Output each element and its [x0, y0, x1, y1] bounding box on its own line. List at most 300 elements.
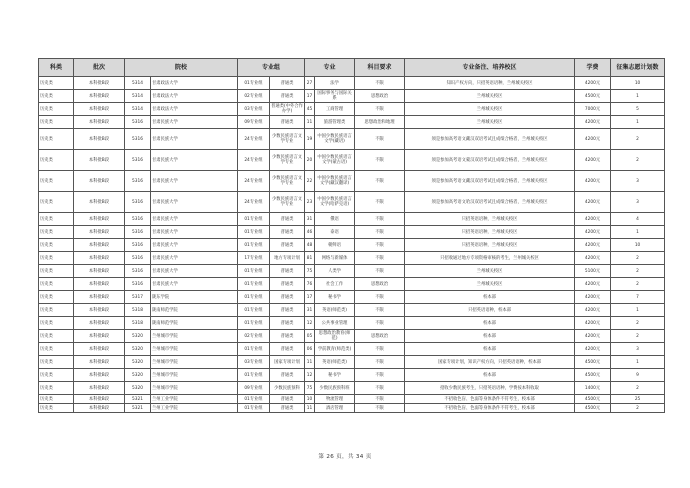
cell-major-name: 酒店管理: [315, 404, 355, 413]
cell-group-code: 01专业组: [238, 213, 270, 226]
table-row: [39, 252, 665, 265]
cell-notes: 国家专项计划，知识产权方向，只招英语语种，校本部: [405, 356, 575, 369]
cell-school-code: 5316: [125, 252, 151, 265]
cell-major-name: 少数民族预科班: [315, 382, 355, 395]
cell-group-code: 01专业组: [238, 304, 270, 317]
cell-subject-requirement: 不限: [355, 304, 405, 317]
cell-group-type: 国家专项计划: [270, 356, 305, 369]
cell-tuition: 4200元: [575, 291, 611, 304]
cell-major-code: 46: [305, 226, 315, 239]
table-row: [39, 278, 665, 291]
cell-major-code: 23: [305, 192, 315, 213]
cell-batch: 本科批B段: [74, 226, 125, 239]
cell-tuition: 5100元: [575, 265, 611, 278]
cell-major-name: 旅游管理类: [315, 116, 355, 129]
cell-plan-count: 25: [611, 395, 665, 404]
cell-major-code: 45: [305, 103, 315, 116]
header-notes-campus: 专业备注、培养校区: [405, 59, 575, 77]
cell-plan-count: 4: [611, 213, 665, 226]
cell-group-type: 少数民族语言文学专业: [270, 171, 305, 192]
cell-tuition: 7000元: [575, 103, 611, 116]
cell-subject-requirement: 不限: [355, 171, 405, 192]
cell-batch: 本科批B段: [74, 404, 125, 413]
cell-group-code: 01专业组: [238, 317, 270, 330]
cell-group-type: 普通类: [270, 90, 305, 103]
cell-school-code: 5316: [125, 239, 151, 252]
cell-batch: 本科批B段: [74, 90, 125, 103]
cell-plan-count: 5: [611, 103, 665, 116]
cell-major-name: 中国少数民族语言文学(藏汉翻译): [315, 171, 355, 192]
cell-plan-count: 2: [611, 265, 665, 278]
cell-group-code: 02专业组: [238, 90, 270, 103]
cell-notes: 只招英语语种，兰州城关校区: [405, 213, 575, 226]
cell-school-name: 兰州城市学院: [151, 356, 238, 369]
cell-batch: 本科批B段: [74, 330, 125, 343]
header-subject-requirement: 科目要求: [355, 59, 405, 77]
cell-batch: 本科批B段: [74, 192, 125, 213]
cell-subject-requirement: 思想政治: [355, 90, 405, 103]
cell-plan-count: 3: [611, 343, 665, 356]
cell-tuition: 4200元: [575, 171, 611, 192]
cell-tuition: 4200元: [575, 129, 611, 150]
cell-school-code: 5320: [125, 369, 151, 382]
cell-notes: 兰州城关校区: [405, 103, 575, 116]
table-row: [39, 356, 665, 369]
table-row: [39, 291, 665, 304]
cell-school-name: 甘肃民族大学: [151, 171, 238, 192]
cell-notes: 兰州城关校区: [405, 265, 575, 278]
cell-tuition: 4200元: [575, 343, 611, 356]
table-row: [39, 213, 665, 226]
cell-plan-count: 2: [611, 404, 665, 413]
cell-group-type: 普通类: [270, 330, 305, 343]
cell-school-code: 5320: [125, 330, 151, 343]
cell-batch: 本科批B段: [74, 252, 125, 265]
cell-school-name: 甘肃政法大学: [151, 77, 238, 90]
cell-group-type: 普通类: [270, 239, 305, 252]
cell-subject-requirement: 不限: [355, 150, 405, 171]
cell-group-type: 少数民族语言文学专业: [270, 150, 305, 171]
cell-category: 历史类: [39, 369, 74, 382]
cell-major-name: 英语(师范类): [315, 356, 355, 369]
cell-category: 历史类: [39, 382, 74, 395]
cell-tuition: 4500元: [575, 90, 611, 103]
cell-school-name: 甘肃民族大学: [151, 192, 238, 213]
cell-major-code: 10: [305, 395, 315, 404]
cell-school-name: 甘肃民族大学: [151, 116, 238, 129]
cell-major-name: 物流管理: [315, 395, 355, 404]
cell-category: 历史类: [39, 77, 74, 90]
cell-category: 历史类: [39, 213, 74, 226]
cell-school-code: 5321: [125, 404, 151, 413]
cell-notes: 招收少数民族考生，只招英语语种，学费按本科收取: [405, 382, 575, 395]
cell-school-code: 5316: [125, 213, 151, 226]
cell-group-code: 03专业组: [238, 356, 270, 369]
cell-subject-requirement: 不限: [355, 103, 405, 116]
cell-notes: 知识产权方向，只招英语语种，兰州城关校区: [405, 77, 575, 90]
admission-table: [38, 58, 665, 413]
cell-group-type: 普通类: [270, 226, 305, 239]
cell-category: 历史类: [39, 404, 74, 413]
cell-batch: 本科批B段: [74, 382, 125, 395]
cell-category: 历史类: [39, 90, 74, 103]
cell-tuition: 4200元: [575, 330, 611, 343]
cell-major-name: 公共事业管理: [315, 317, 355, 330]
cell-school-code: 5318: [125, 317, 151, 330]
cell-school-name: 甘肃政法大学: [151, 103, 238, 116]
cell-category: 历史类: [39, 171, 74, 192]
cell-group-code: 09专业组: [238, 382, 270, 395]
cell-school-code: 5316: [125, 150, 151, 171]
cell-school-code: 5316: [125, 265, 151, 278]
cell-notes: 只招英语语种，兰州城关校区: [405, 239, 575, 252]
cell-tuition: 4200元: [575, 304, 611, 317]
cell-batch: 本科批B段: [74, 343, 125, 356]
cell-school-code: 5320: [125, 356, 151, 369]
cell-subject-requirement: 不限: [355, 265, 405, 278]
cell-subject-requirement: 不限: [355, 317, 405, 330]
cell-school-name: 兰州工业学院: [151, 404, 238, 413]
cell-notes: 校本部: [405, 291, 575, 304]
cell-school-code: 5316: [125, 171, 151, 192]
cell-category: 历史类: [39, 291, 74, 304]
cell-group-type: 普通类: [270, 116, 305, 129]
cell-major-name: 泰语: [315, 226, 355, 239]
cell-school-name: 甘肃民族大学: [151, 129, 238, 150]
table-row: [39, 226, 665, 239]
cell-tuition: 1400元: [575, 382, 611, 395]
cell-major-code: 22: [305, 171, 315, 192]
cell-major-code: 11: [305, 404, 315, 413]
cell-group-code: 01专业组: [238, 239, 270, 252]
cell-major-name: 学前教育(师范类): [315, 343, 355, 356]
cell-batch: 本科批B段: [74, 150, 125, 171]
cell-batch: 本科批B段: [74, 213, 125, 226]
cell-group-type: 普通类: [270, 291, 305, 304]
cell-notes: 校本部: [405, 343, 575, 356]
table-header-row: [39, 59, 665, 77]
cell-tuition: 4200元: [575, 116, 611, 129]
cell-tuition: 4500元: [575, 356, 611, 369]
cell-major-code: 75: [305, 382, 315, 395]
cell-major-name: 工商管理: [315, 103, 355, 116]
cell-plan-count: 2: [611, 129, 665, 150]
admission-table-page: [38, 58, 664, 413]
cell-category: 历史类: [39, 150, 74, 171]
cell-group-type: 普通类: [270, 395, 305, 404]
cell-group-type: 普通类: [270, 278, 305, 291]
cell-plan-count: 2: [611, 382, 665, 395]
cell-major-code: 31: [305, 304, 315, 317]
cell-tuition: 4500元: [575, 395, 611, 404]
cell-batch: 本科批B段: [74, 278, 125, 291]
cell-group-type: 普通类: [270, 213, 305, 226]
cell-major-name: 秘书学: [315, 291, 355, 304]
cell-subject-requirement: 思想政治和地理: [355, 116, 405, 129]
cell-notes: 只招英语语种，校本部: [405, 304, 575, 317]
cell-group-code: 17专业组: [238, 252, 270, 265]
table-row: [39, 239, 665, 252]
cell-school-code: 5316: [125, 116, 151, 129]
cell-school-code: 5318: [125, 304, 151, 317]
cell-school-code: 5316: [125, 192, 151, 213]
cell-group-code: 09专业组: [238, 116, 270, 129]
table-row: [39, 150, 665, 171]
table-row: [39, 404, 665, 413]
cell-category: 历史类: [39, 103, 74, 116]
cell-notes: 须是参加高考语文蒙汉双语考试且成绩合格者，兰州城关校区: [405, 150, 575, 171]
cell-plan-count: 7: [611, 291, 665, 304]
cell-batch: 本科批B段: [74, 304, 125, 317]
cell-major-code: 11: [305, 356, 315, 369]
cell-group-code: 01专业组: [238, 369, 270, 382]
cell-tuition: 4500元: [575, 404, 611, 413]
cell-major-name: 中国少数民族语言文学(哈萨克语): [315, 192, 355, 213]
cell-school-code: 5317: [125, 291, 151, 304]
cell-school-code: 5314: [125, 103, 151, 116]
table-row: [39, 116, 665, 129]
cell-tuition: 4200元: [575, 213, 611, 226]
cell-major-name: 法学: [315, 77, 355, 90]
header-tuition: 学费: [575, 59, 611, 77]
cell-notes: 须是参加高考语文藏汉双语考试且成绩合格者，兰州城关校区: [405, 171, 575, 192]
cell-group-code: 24专业组: [238, 129, 270, 150]
cell-group-code: 03专业组: [238, 103, 270, 116]
table-row: [39, 317, 665, 330]
cell-batch: 本科批B段: [74, 356, 125, 369]
cell-school-code: 5321: [125, 395, 151, 404]
table-row: [39, 192, 665, 213]
cell-group-code: 01专业组: [238, 77, 270, 90]
cell-tuition: 4200元: [575, 150, 611, 171]
table-row: [39, 171, 665, 192]
cell-batch: 本科批B段: [74, 265, 125, 278]
cell-category: 历史类: [39, 116, 74, 129]
table-row: [39, 304, 665, 317]
cell-tuition: 4500元: [575, 369, 611, 382]
cell-school-name: 兰州工业学院: [151, 395, 238, 404]
header-plan-count: 征集志愿计划数: [611, 59, 665, 77]
cell-major-name: 中国少数民族语言文学(蒙古语): [315, 150, 355, 171]
cell-plan-count: 1: [611, 116, 665, 129]
header-major-group: 专业组: [238, 59, 305, 77]
cell-major-code: 11: [305, 116, 315, 129]
cell-category: 历史类: [39, 129, 74, 150]
cell-subject-requirement: 不限: [355, 252, 405, 265]
cell-major-name: 国际事务与国际关系: [315, 90, 355, 103]
cell-major-code: 06: [305, 343, 315, 356]
cell-group-type: 少数民族预科: [270, 382, 305, 395]
header-batch: 批次: [74, 59, 125, 77]
cell-group-type: 少数民族语言文学专业: [270, 192, 305, 213]
cell-notes: 须是参加高考语文哈汉双语考试且成绩合格者，兰州城关校区: [405, 192, 575, 213]
cell-category: 历史类: [39, 252, 74, 265]
cell-school-name: 陇南师范学院: [151, 304, 238, 317]
cell-group-type: 普通类: [270, 265, 305, 278]
cell-plan-count: 2: [611, 252, 665, 265]
cell-subject-requirement: 不限: [355, 382, 405, 395]
table-row: [39, 343, 665, 356]
cell-notes: 兰州城关校区: [405, 278, 575, 291]
cell-group-code: 01专业组: [238, 278, 270, 291]
cell-major-code: 20: [305, 150, 315, 171]
cell-school-code: 5320: [125, 382, 151, 395]
cell-school-name: 甘肃民族大学: [151, 252, 238, 265]
cell-major-code: 05: [305, 330, 315, 343]
cell-category: 历史类: [39, 304, 74, 317]
cell-school-code: 5314: [125, 90, 151, 103]
cell-subject-requirement: 不限: [355, 395, 405, 404]
cell-notes: 兰州城关校区: [405, 116, 575, 129]
cell-major-code: 12: [305, 317, 315, 330]
cell-plan-count: 2: [611, 330, 665, 343]
cell-school-code: 5314: [125, 77, 151, 90]
cell-school-name: 甘肃民族大学: [151, 265, 238, 278]
cell-tuition: 4200元: [575, 252, 611, 265]
cell-major-name: 英语(师范类): [315, 304, 355, 317]
cell-subject-requirement: 不限: [355, 77, 405, 90]
cell-school-code: 5316: [125, 226, 151, 239]
table-row: [39, 265, 665, 278]
cell-subject-requirement: 不限: [355, 356, 405, 369]
cell-school-name: 陇东学院: [151, 291, 238, 304]
cell-category: 历史类: [39, 317, 74, 330]
cell-plan-count: 3: [611, 171, 665, 192]
table-row: [39, 90, 665, 103]
cell-major-name: 社会工作: [315, 278, 355, 291]
header-category: 科类: [39, 59, 74, 77]
cell-group-code: 01专业组: [238, 395, 270, 404]
cell-major-name: 人类学: [315, 265, 355, 278]
cell-school-name: 兰州城市学院: [151, 330, 238, 343]
cell-category: 历史类: [39, 330, 74, 343]
cell-major-name: 秘书学: [315, 369, 355, 382]
cell-category: 历史类: [39, 395, 74, 404]
cell-school-code: 5316: [125, 278, 151, 291]
cell-batch: 本科批B段: [74, 171, 125, 192]
cell-subject-requirement: 不限: [355, 404, 405, 413]
cell-notes: 不招收色盲、色弱等身体条件不符考生，校本部: [405, 404, 575, 413]
cell-subject-requirement: 思想政治: [355, 278, 405, 291]
cell-category: 历史类: [39, 226, 74, 239]
cell-major-code: 27: [305, 77, 315, 90]
cell-major-code: 12: [305, 369, 315, 382]
cell-school-name: 兰州城市学院: [151, 343, 238, 356]
cell-plan-count: 1: [611, 90, 665, 103]
cell-school-code: 5316: [125, 129, 151, 150]
cell-group-type: 普通类(中外合作办学): [271, 104, 303, 114]
cell-subject-requirement: 不限: [355, 129, 405, 150]
cell-batch: 本科批B段: [74, 395, 125, 404]
cell-group-type: 普通类: [270, 317, 305, 330]
cell-group-code: 01专业组: [238, 343, 270, 356]
cell-batch: 本科批B段: [74, 116, 125, 129]
cell-notes: 不招收色盲、色弱等身体条件不符考生，校本部: [405, 395, 575, 404]
cell-batch: 本科批B段: [74, 369, 125, 382]
cell-major-name: 朝鲜语: [315, 239, 355, 252]
cell-group-code: 24专业组: [238, 192, 270, 213]
cell-school-code: 5320: [125, 343, 151, 356]
cell-subject-requirement: 思想政治: [355, 330, 405, 343]
cell-plan-count: 3: [611, 192, 665, 213]
cell-major-code: 76: [305, 278, 315, 291]
cell-plan-count: 10: [611, 239, 665, 252]
cell-plan-count: 10: [611, 77, 665, 90]
cell-plan-count: 2: [611, 317, 665, 330]
cell-group-code: 01专业组: [238, 265, 270, 278]
page-number: 第 26 页，共 34 页: [318, 454, 372, 460]
cell-batch: 本科批B段: [74, 239, 125, 252]
cell-major-name: 网络与新媒体: [315, 252, 355, 265]
cell-group-type: 地方专项计划: [270, 252, 305, 265]
cell-major-code: 17: [305, 291, 315, 304]
cell-subject-requirement: 不限: [355, 226, 405, 239]
cell-batch: 本科批B段: [74, 77, 125, 90]
cell-group-code: 01专业组: [238, 404, 270, 413]
cell-school-name: 甘肃民族大学: [151, 150, 238, 171]
cell-notes: 校本部: [405, 330, 575, 343]
cell-major-code: 19: [305, 129, 315, 150]
table-row: [39, 129, 665, 150]
cell-subject-requirement: 不限: [355, 192, 405, 213]
cell-subject-requirement: 不限: [355, 369, 405, 382]
cell-major-name: 俄语: [315, 213, 355, 226]
table-row: [39, 369, 665, 382]
cell-group-type: 普通类: [270, 77, 305, 90]
cell-tuition: 4200元: [575, 192, 611, 213]
cell-tuition: 4200元: [575, 317, 611, 330]
cell-plan-count: 1: [611, 304, 665, 317]
cell-group-type: 少数民族语言文学专业: [270, 129, 305, 150]
cell-notes: 校本部: [405, 317, 575, 330]
cell-school-name: 甘肃政法大学: [151, 90, 238, 103]
cell-plan-count: 1: [611, 226, 665, 239]
cell-category: 历史类: [39, 265, 74, 278]
cell-plan-count: 2: [611, 150, 665, 171]
cell-batch: 本科批B段: [74, 317, 125, 330]
cell-plan-count: 9: [611, 369, 665, 382]
cell-group-type: 普通类: [270, 343, 305, 356]
cell-major-code: 81: [305, 252, 315, 265]
cell-plan-count: 1: [611, 356, 665, 369]
header-school: 院校: [125, 59, 238, 77]
cell-category: 历史类: [39, 278, 74, 291]
cell-batch: 本科批B段: [74, 103, 125, 116]
cell-plan-count: 2: [611, 278, 665, 291]
cell-school-name: 兰州城市学院: [151, 369, 238, 382]
cell-notes: 兰州城关校区: [405, 90, 575, 103]
cell-school-name: 甘肃民族大学: [151, 226, 238, 239]
cell-major-code: 17: [305, 90, 315, 103]
cell-school-name: 陇南师范学院: [151, 317, 238, 330]
cell-group-type: 普通类: [270, 369, 305, 382]
cell-subject-requirement: 不限: [355, 239, 405, 252]
cell-major-code: 75: [305, 265, 315, 278]
cell-tuition: 4200元: [575, 278, 611, 291]
cell-category: 历史类: [39, 343, 74, 356]
table-row: [39, 382, 665, 395]
cell-major-code: 48: [305, 239, 315, 252]
cell-tuition: 4200元: [575, 239, 611, 252]
cell-tuition: 4200元: [575, 226, 611, 239]
cell-group-type: 普通类: [270, 304, 305, 317]
table-row: [39, 77, 665, 90]
cell-school-name: 甘肃民族大学: [151, 213, 238, 226]
cell-category: 历史类: [39, 192, 74, 213]
cell-category: 历史类: [39, 239, 74, 252]
cell-notes: 只招英语语种，兰州城关校区: [405, 226, 575, 239]
cell-notes: 只招收通过地方专项资格审核的考生，兰州城关校区: [405, 252, 575, 265]
